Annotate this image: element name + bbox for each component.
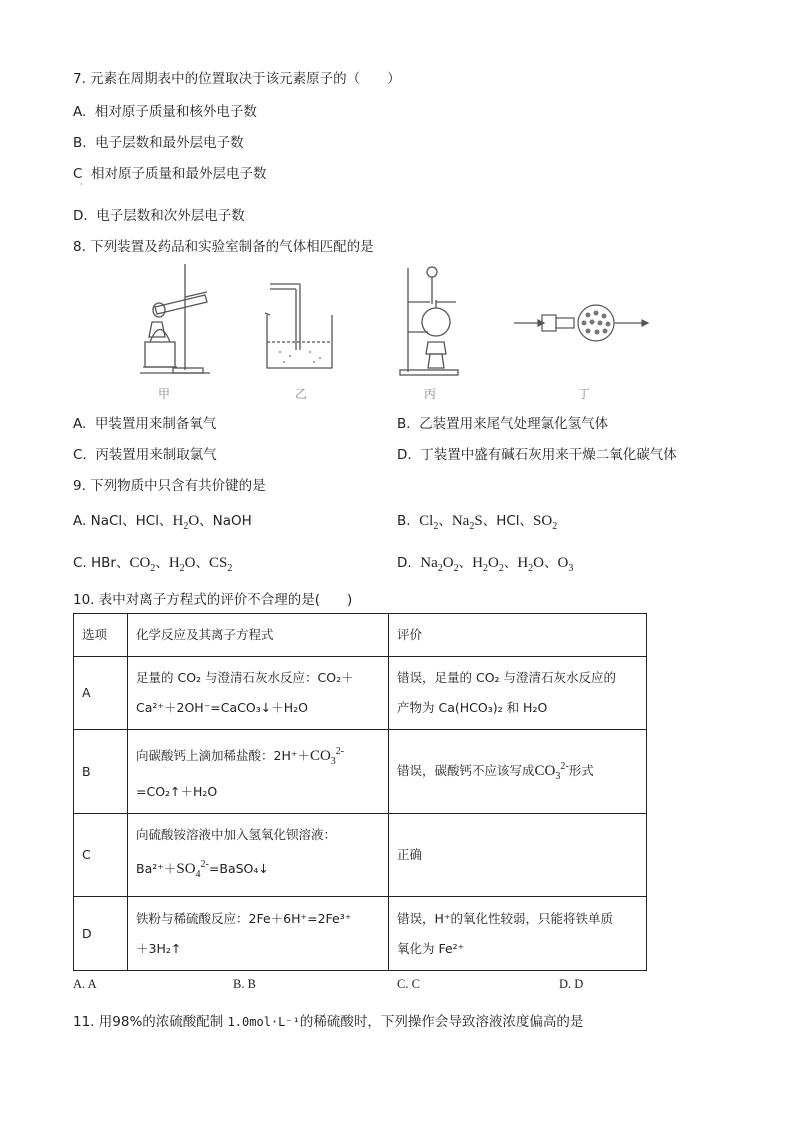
header-cell: 选项 bbox=[74, 614, 128, 657]
row-label: A bbox=[74, 657, 128, 730]
caption-jia: 甲 bbox=[158, 387, 171, 401]
q8-stem: 8. 下列装置及药品和实验室制备的气体相匹配的是 bbox=[73, 239, 374, 255]
stray-dot: · bbox=[80, 180, 83, 189]
header-cell: 评价 bbox=[389, 614, 647, 657]
q9-option-b: B. $Cl_2$、$Na_2S$、HCl、$SO_2$ bbox=[397, 513, 558, 532]
table-header-row bbox=[74, 614, 647, 657]
q10-answer-a: A. A bbox=[73, 977, 97, 991]
q11-stem: 11. 用98%的浓硫酸配制 1.0mol·L⁻¹的稀硫酸时，下列操作会导致溶液浓度偏高的是 bbox=[73, 1014, 584, 1030]
apparatus-ding-icon bbox=[512, 303, 652, 343]
row-label: D bbox=[74, 897, 128, 971]
header-cell: 化学反应及其离子方程式 bbox=[128, 614, 389, 657]
q7-option-b: B. 电子层数和最外层电子数 bbox=[73, 135, 244, 151]
q7-stem: 7. 元素在周期表中的位置取决于该元素原子的（ ） bbox=[73, 71, 401, 87]
q10-answer-c: C. C bbox=[397, 977, 420, 991]
q10-answer-b: B. B bbox=[233, 977, 256, 991]
row-label: B bbox=[74, 730, 128, 814]
row-label: C bbox=[74, 814, 128, 897]
q7-option-a: A. 相对原子质量和核外电子数 bbox=[73, 104, 257, 120]
q10-stem: 10. 表中对离子方程式的评价不合理的是( ) bbox=[73, 592, 353, 608]
row-equation: 足量的 CO₂ 与澄清石灰水反应：CO₂＋ Ca²⁺＋2OH⁻=CaCO₃↓＋H₂O bbox=[128, 657, 389, 730]
row-equation: 向硫酸铵溶液中加入氢氧化钡溶液： $Ba^{2+}+SO_4^{2-}=BaSO_4↓$ bbox=[128, 814, 389, 897]
q9-option-a: A. NaCl、HCl、$H_2O$、NaOH bbox=[73, 513, 252, 532]
q8-option-c: C. 丙装置用来制取氯气 bbox=[73, 447, 217, 463]
evaluation-table bbox=[73, 613, 647, 971]
q7-option-c: C 相对原子质量和最外层电子数 bbox=[73, 166, 267, 182]
caption-bing: 丙 bbox=[424, 387, 437, 401]
caption-yi: 乙 bbox=[295, 387, 308, 401]
apparatus-jia-icon bbox=[135, 262, 215, 377]
q7-option-d: D. 电子层数和次外层电子数 bbox=[73, 208, 245, 224]
apparatus-yi-icon bbox=[262, 280, 337, 375]
q9-stem: 9. 下列物质中只含有共价键的是 bbox=[73, 478, 266, 494]
q9-option-c: C. HBr、$CO_2$、$H_2O$、$CS_2$ bbox=[73, 555, 233, 574]
q8-option-a: A. 甲装置用来制备氧气 bbox=[73, 416, 217, 432]
apparatus-bing-icon bbox=[398, 262, 463, 380]
q8-option-d: D. 丁装置中盛有碱石灰用来干燥二氧化碳气体 bbox=[397, 447, 677, 463]
row-equation: 向碳酸钙上滴加稀盐酸：$2H^++CO_3^{2-}$ =CO₂↑＋H₂O bbox=[128, 730, 389, 814]
caption-ding: 丁 bbox=[578, 387, 591, 401]
row-evaluation: 错误，碳酸钙不应该写成$CO_3^{2-}$形式 bbox=[389, 730, 647, 814]
q9-option-d: D. $Na_2O_2$、$H_2O_2$、$H_2O$、$O_3$ bbox=[397, 555, 574, 574]
row-evaluation: 正确 bbox=[389, 814, 647, 897]
row-evaluation: 错误，H⁺的氧化性较弱，只能将铁单质 氧化为 Fe²⁺ bbox=[389, 897, 647, 971]
row-evaluation: 错误，足量的 CO₂ 与澄清石灰水反应的 产物为 Ca(HCO₃)₂ 和 H₂O bbox=[389, 657, 647, 730]
table-row bbox=[74, 814, 647, 897]
table-row bbox=[74, 657, 647, 730]
q10-answer-d: D. D bbox=[559, 977, 584, 991]
table-row bbox=[74, 897, 647, 971]
row-equation: 铁粉与稀硫酸反应：2Fe＋6H⁺=2Fe³⁺ ＋3H₂↑ bbox=[128, 897, 389, 971]
table-row bbox=[74, 730, 647, 814]
q8-option-b: B. 乙装置用来尾气处理氯化氢气体 bbox=[397, 416, 609, 432]
